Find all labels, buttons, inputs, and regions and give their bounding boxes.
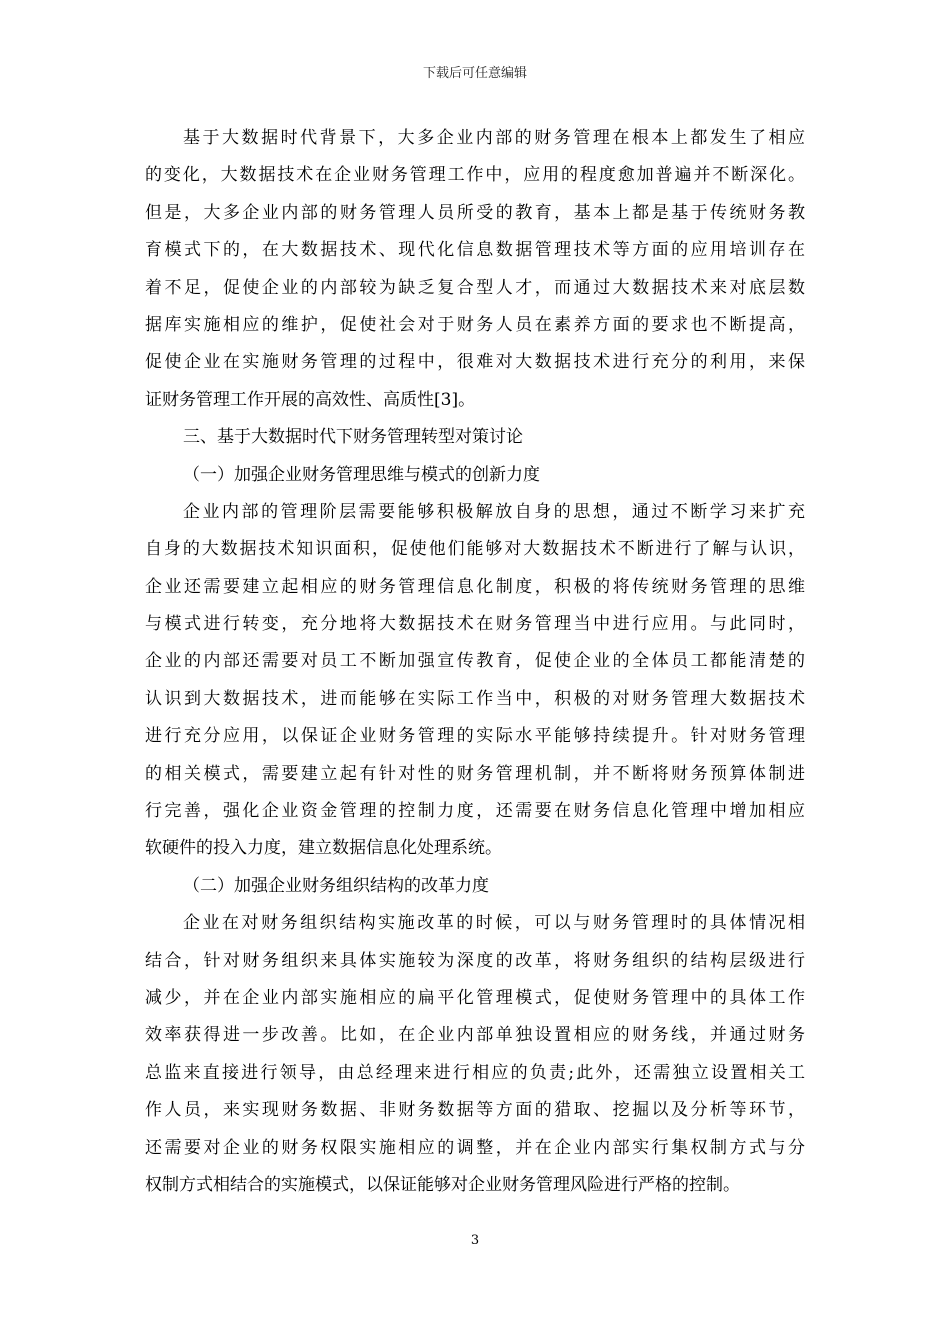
text-line — [145, 344, 805, 381]
text-line — [145, 943, 805, 980]
text-line — [145, 157, 805, 194]
text-line — [145, 120, 805, 157]
page-header: 下载后可任意编辑 — [422, 66, 527, 81]
text-line — [145, 1017, 805, 1054]
text-line-content: 效率获得进一步改善。比如，在企业内部单独设置相应的财务线，并通过财务 — [145, 1025, 805, 1046]
text-line-content: 与模式进行转变，充分地将大数据技术在财务管理当中进行应用。与此同时， — [145, 614, 805, 635]
page-number: 3 — [470, 1233, 480, 1248]
section-heading — [145, 419, 805, 456]
text-line-content: 总监来直接进行领导，由总经理来进行相应的负责;此外，还需独立设置相关工 — [145, 1062, 805, 1083]
text-line — [145, 270, 805, 307]
text-line-content: 企业的内部还需要对员工不断加强宣传教育，促使企业的全体员工都能清楚的 — [145, 651, 805, 672]
text-line-content: （二）加强企业财务组织结构的改革力度 — [183, 875, 489, 896]
text-line — [145, 606, 805, 643]
text-line-content: 三、基于大数据时代下财务管理转型对策讨论 — [183, 427, 523, 448]
text-line — [145, 980, 805, 1017]
text-line-content: 着不足，促使企业的内部较为缺乏复合型人才，而通过大数据技术来对底层数 — [145, 277, 805, 298]
text-line — [145, 457, 805, 494]
text-line — [145, 756, 805, 793]
text-line — [145, 905, 805, 942]
text-line — [145, 195, 805, 232]
text-line — [145, 1055, 805, 1092]
text-line — [145, 1092, 805, 1129]
text-line-content: 促使企业在实施财务管理的过程中，很难对大数据技术进行充分的利用，来保 — [145, 352, 805, 373]
text-line — [145, 793, 805, 830]
section-heading — [145, 868, 805, 905]
text-line-content: 企业还需要建立起相应的财务管理信息化制度，积极的将传统财务管理的思维 — [145, 576, 805, 597]
text-line — [145, 232, 805, 269]
text-line-content: 企业内部的管理阶层需要能够积极解放自身的思想，通过不断学习来扩充 — [183, 501, 805, 522]
text-line-content: 还需要对企业的财务权限实施相应的调整，并在企业内部实行集权制方式与分 — [145, 1137, 805, 1158]
text-line — [145, 681, 805, 718]
text-line-content: 认识到大数据技术，进而能够在实际工作当中，积极的对财务管理大数据技术 — [145, 688, 805, 709]
text-line — [145, 494, 805, 531]
text-line-content: 企业在对财务组织结构实施改革的时候，可以与财务管理时的具体情况相 — [183, 913, 805, 934]
text-line — [145, 1130, 805, 1167]
text-line-content: 的变化，大数据技术在企业财务管理工作中，应用的程度愈加普遍并不断深化。 — [145, 165, 805, 186]
text-line-content: 结合，针对财务组织来具体实施较为深度的改革，将财务组织的结构层级进行 — [145, 950, 805, 971]
text-line-content: 进行充分应用，以保证企业财务管理的实际水平能够持续提升。针对财务管理 — [145, 726, 805, 747]
text-line-content: 作人员，来实现财务数据、非财务数据等方面的猎取、挖掘以及分析等环节， — [145, 1100, 805, 1121]
text-line-content: 行完善，强化企业资金管理的控制力度，还需要在财务信息化管理中增加相应 — [145, 801, 805, 822]
text-line-content: 自身的大数据技术知识面积，促使他们能够对大数据技术不断进行了解与认识， — [145, 539, 805, 560]
text-line — [145, 718, 805, 755]
text-line — [145, 307, 805, 344]
text-line — [145, 868, 805, 905]
text-line — [145, 419, 805, 456]
body-paragraph — [145, 905, 805, 1204]
text-line — [145, 830, 805, 867]
section-heading — [145, 457, 805, 494]
body-paragraph — [145, 494, 805, 868]
text-line — [145, 569, 805, 606]
text-line-content: 证财务管理工作开展的高效性、高质性[3]。 — [145, 389, 476, 410]
text-line-content: 但是，大多企业内部的财务管理人员所受的教育，基本上都是基于传统财务教 — [145, 202, 805, 223]
text-line-content: 据库实施相应的维护，促使社会对于财务人员在素养方面的要求也不断提高， — [145, 314, 805, 335]
text-line — [145, 531, 805, 568]
text-line-content: 育模式下的，在大数据技术、现代化信息数据管理技术等方面的应用培训存在 — [145, 240, 805, 261]
text-line — [145, 643, 805, 680]
text-line-content: 减少，并在企业内部实施相应的扁平化管理模式，促使财务管理中的具体工作 — [145, 987, 805, 1008]
text-line-content: （一）加强企业财务管理思维与模式的创新力度 — [183, 464, 540, 485]
document-body — [145, 120, 805, 1204]
text-line-content: 基于大数据时代背景下，大多企业内部的财务管理在根本上都发生了相应 — [183, 128, 805, 148]
text-line — [145, 1167, 805, 1204]
text-line-content: 权制方式相结合的实施模式，以保证能够对企业财务管理风险进行严格的控制。 — [145, 1174, 740, 1195]
text-line-content: 软硬件的投入力度，建立数据信息化处理系统。 — [145, 838, 502, 859]
body-paragraph — [145, 120, 805, 419]
text-line-content: 的相关模式，需要建立起有针对性的财务管理机制，并不断将财务预算体制进 — [145, 763, 805, 784]
text-line — [145, 382, 805, 419]
